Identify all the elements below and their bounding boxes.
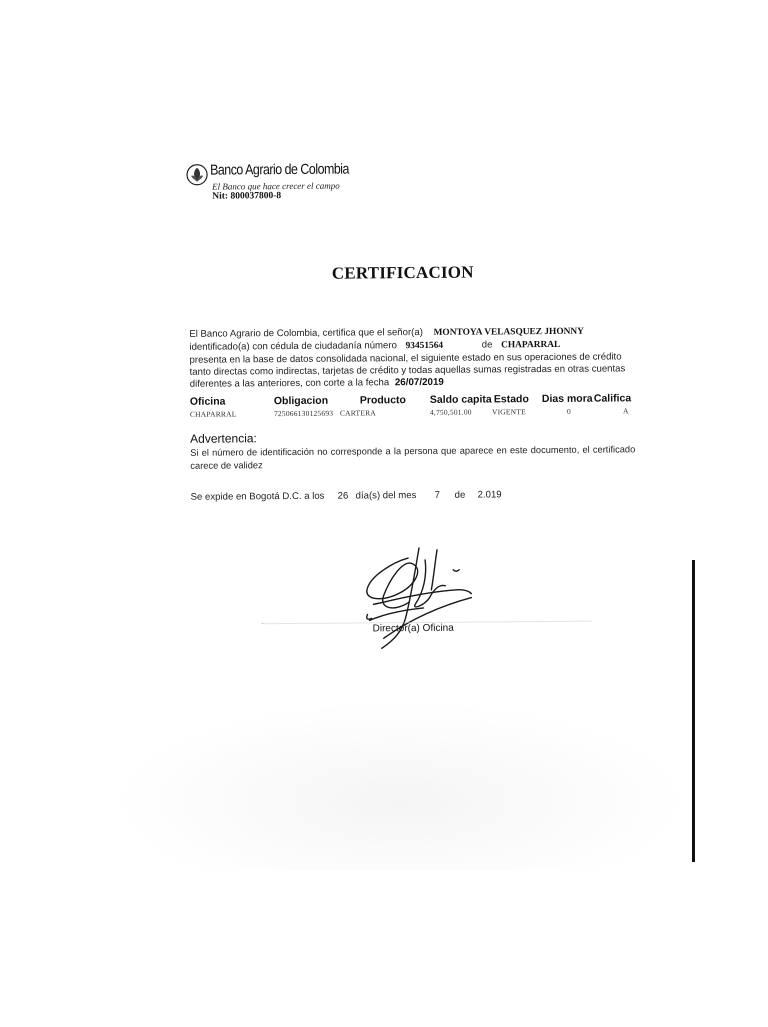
issuance-mid: día(s) del mes [355, 490, 417, 502]
warning-text: Si el número de identificación no corresponde a la persona que aparece en este documento, el certificado carece de validez [190, 444, 636, 471]
cut-date: 26/07/2019 [394, 376, 444, 389]
header-obligacion: Obligacion [273, 394, 329, 408]
cell-saldo: 4,750,501.00 [429, 407, 472, 417]
bank-emblem-icon [186, 164, 208, 186]
document-title: CERTIFICACION [331, 262, 474, 283]
client-name: MONTOYA VELASQUEZ JHONNY [433, 326, 584, 338]
id-text: identificado(a) con cédula de ciudadanía número [189, 340, 397, 353]
header-producto: Producto [359, 394, 406, 407]
header-califica: Califica [593, 392, 632, 405]
header-dias-mora: Dias mora [541, 392, 593, 406]
header-estado: Estado [493, 393, 529, 406]
body-line-4: tanto directas como indirectas, tarjetas de crédito y todas aquellas sumas registradas en otras cuentas [189, 363, 626, 378]
cut-text: diferentes a las anteriores, con corte a la fecha [189, 377, 390, 390]
bank-slogan: El Banco que hace crecer el campo [212, 180, 340, 192]
signature-label: Director(a) Oficina [372, 622, 454, 635]
header-saldo: Saldo capita [429, 393, 492, 406]
issuance-line [191, 489, 611, 506]
issuance-month: 7 [434, 489, 440, 501]
bank-nit: Nit: 800037800-8 [212, 191, 282, 202]
issuance-prefix: Se expide en Bogotá D.C. a los [190, 490, 325, 503]
credit-table [190, 392, 650, 426]
intro-text: El Banco Agrario de Colombia, certifica que el señor(a) [189, 326, 423, 340]
issuance-de: de [454, 489, 466, 501]
issuance-day: 26 [337, 490, 349, 502]
warning-heading: Advertencia: [190, 431, 257, 446]
bank-name: Banco Agrario de Colombia [209, 161, 350, 179]
bank-logo [186, 161, 350, 206]
header-oficina: Oficina [189, 395, 226, 408]
issuance-year: 2.019 [477, 489, 502, 501]
certificate-body [189, 324, 644, 390]
cell-califica: A [622, 406, 629, 416]
cell-oficina: CHAPARRAL [189, 409, 237, 419]
city: CHAPARRAL [501, 339, 561, 351]
body-line-3: presenta en la base de datos consolidada nacional, el siguiente estado en sus operaciones de crédito [189, 351, 622, 366]
body-line-5 [190, 376, 444, 391]
cell-obligacion: 725066130125693 [273, 408, 334, 419]
de-label: de [481, 339, 493, 351]
id-number: 93451564 [405, 340, 444, 352]
handwritten-signature [353, 540, 484, 653]
cell-estado: VIGENTE [491, 407, 526, 417]
cell-dias-mora: 0 [566, 406, 571, 416]
cell-producto: CARTERA [339, 408, 376, 418]
